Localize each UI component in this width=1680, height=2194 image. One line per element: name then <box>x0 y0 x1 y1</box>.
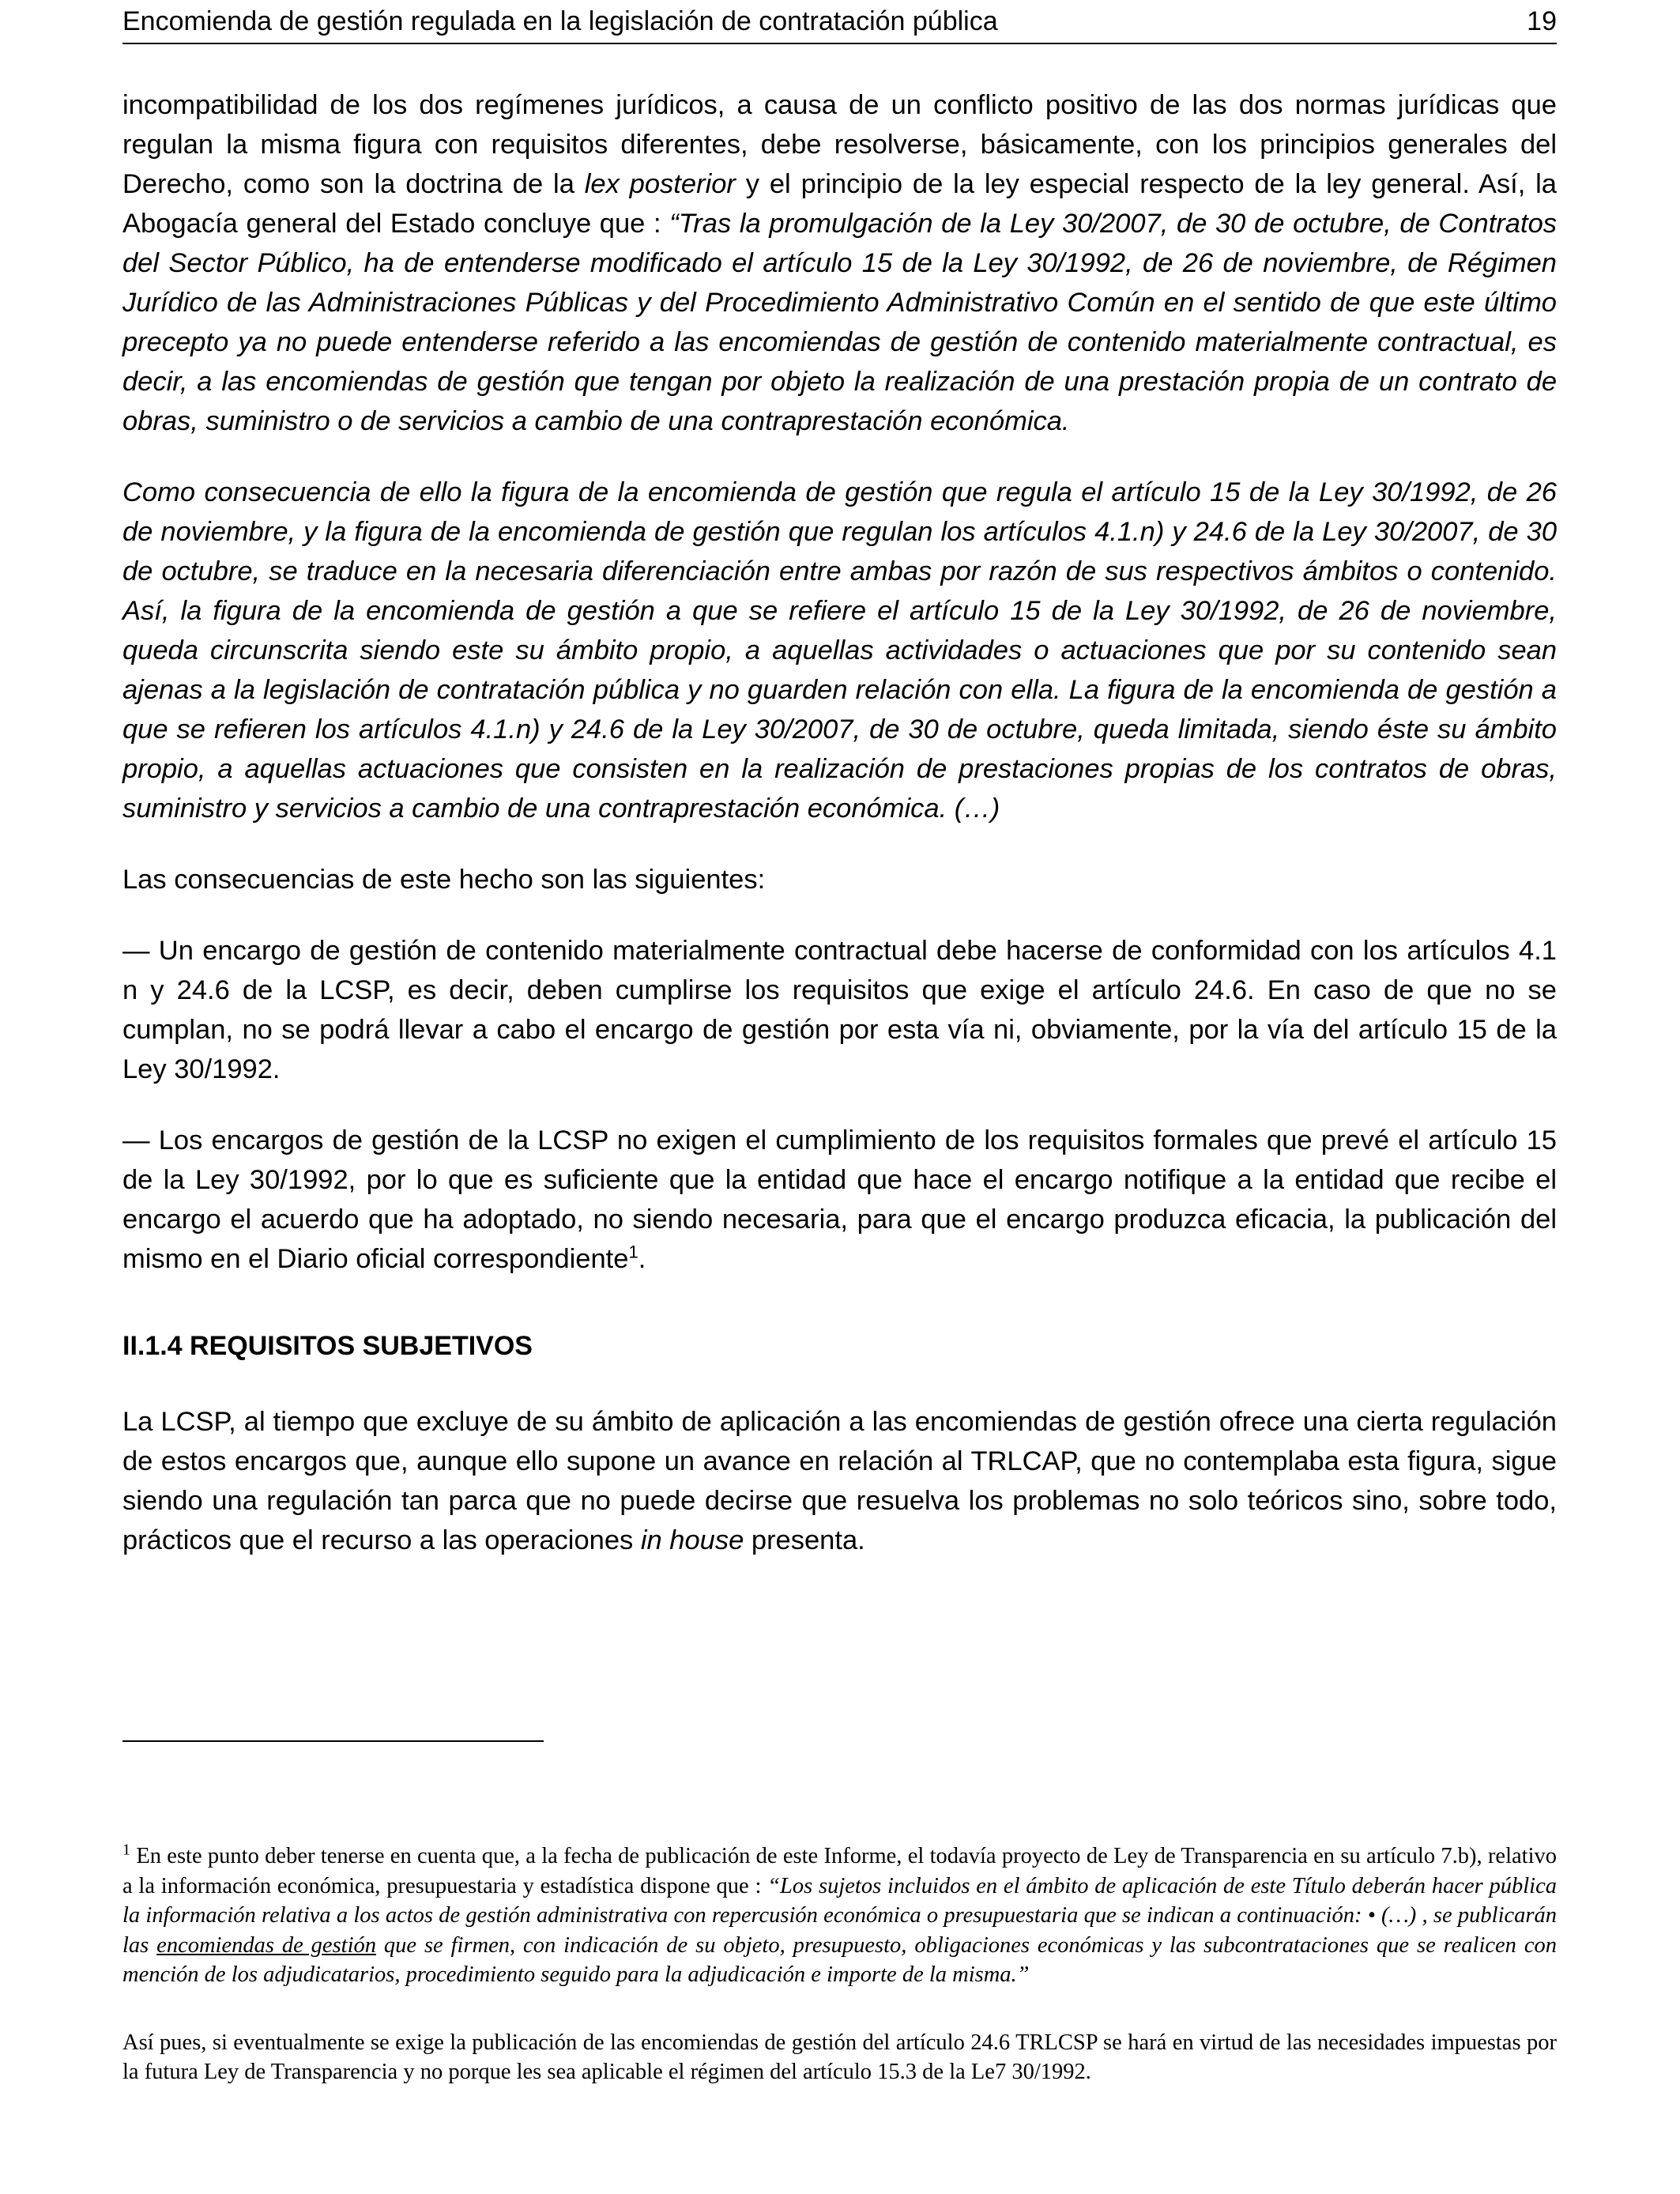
header-title: Encomienda de gestión regulada en la legislación de contratación pública <box>122 6 998 36</box>
footnote-1-continuation: Así pues, si eventualmente se exige la publicación de las encomiendas de gestión del artículo 24.6 TRLCSP se hará en virtud de las necesidades impuestas por la futura Ley de Transparencia y no porque les sea aplicable el régimen del artículo 15.3 de la Le7 30/1992. <box>122 2030 1557 2084</box>
main-text <box>122 85 1557 1592</box>
paragraph-6-text-a: La LCSP, al tiempo que excluye de su ámbito de aplicación a las encomiendas de gestión ofrece una cierta regulación de estos encargos que, aunque ello supone un avance en relación al TRLCAP, que no contemplaba esta figura, sigue siendo una regulación tan parca que no puede decirse que resuelva los problemas no solo teóricos sino, sobre todo, prácticos que el recurso a las operaciones <box>122 1407 1557 1555</box>
paragraph-5 <box>122 1121 1557 1279</box>
footnote-separator <box>122 1740 544 1742</box>
paragraph-1-lex-posterior: lex posterior <box>584 169 736 199</box>
page-number: 19 <box>1527 6 1557 36</box>
paragraph-3: Las consecuencias de este hecho son las siguientes: <box>122 865 766 895</box>
paragraph-2-text: Como consecuencia de ello la figura de la encomienda de gestión que regula el artículo 15 de la Ley 30/1992, de 26 de noviembre, y la figura de la encomienda de gestión que regulan los artículos 4.1.n) y 24.6 de la Ley 30/2007, de 30 de octubre, se traduce en la necesaria diferenciación entre ambas por razón de sus respectivos ámbitos o contenido. Así, la figura de la encomienda de gestión a que se refiere el artículo 15 de la Ley 30/1992, de 26 de noviembre, queda circunscrita siendo este su ámbito propio, a aquellas actividades o actuaciones que por su contenido sean ajenas a la legislación de contratación pública y no guarden relación con ella. La figura de la encomienda de gestión a que se refieren los artículos 4.1.n) y 24.6 de la Ley 30/2007, de 30 de octubre, queda limitada, siendo éste su ámbito propio, a aquellas actuaciones que consisten en la realización de prestaciones propias de los contratos de obras, suministro y servicios a cambio de una contraprestación económica. (…) <box>122 477 1557 824</box>
footnote-quote-d: que se firmen, con indicación de su objeto, presupuesto, obligaciones económicas y las subcontrataciones que se realicen con mención de los adjudicatarios, procedimiento seguido para la adjudicación e importe de la misma.” <box>122 1932 1557 1987</box>
paragraph-1-text-c: y el principio de la ley especial respecto de la ley general. Así, la Abogacía general del Estado concluye que : <box>122 169 1557 239</box>
footnote-number: 1 <box>122 1841 130 1859</box>
running-header <box>122 5 1557 44</box>
footnote-quote-b: “Los sujetos incluidos en el ámbito de aplicación de este Título deberán hacer pública la información relativa a los actos de gestión administrativa con repercusión económica o presupuestaria que se indican a continuación: • (…) , se publicarán las <box>122 1873 1558 1958</box>
paragraph-5-text: — Los encargos de gestión de la LCSP no exigen el cumplimiento de los requisitos formales que prevé el artículo 15 de la Ley 30/1992, por lo que es suficiente que la entidad que hace el encargo notifique a la entidad que recibe el encargo el acuerdo que ha adoptado, no siendo necesaria, para que el encargo produzca eficacia, la publicación del mismo en el Diario oficial correspondiente <box>122 1125 1557 1274</box>
footnote-1 <box>122 1842 1557 1990</box>
section-heading: II.1.4 REQUISITOS SUBJETIVOS <box>122 1331 533 1361</box>
paragraph-1 <box>122 85 1557 441</box>
paragraph-1-quote: “Tras la promulgación de la Ley 30/2007, de 30 de octubre, de Contratos del Sector Público, ha de entenderse modificado el artículo 15 de la Ley 30/1992, de 26 de noviembre, de Régimen Jurídico de las Administraciones Públicas y del Procedimiento Administrativo Común en el sentido de que este último precepto ya no puede entenderse referido a las encomiendas de gestión de contenido materialmente contractual, es decir, a las encomiendas de gestión que tengan por objeto la realización de una prestación propia de un contrato de obras, suministro o de servicios a cambio de una contraprestación económica. <box>122 209 1558 436</box>
paragraph-5-end: . <box>638 1244 646 1274</box>
paragraph-2-quote <box>122 473 1557 828</box>
paragraph-6 <box>122 1402 1557 1560</box>
footnote-underlined-term: encomiendas de gestión <box>156 1932 376 1958</box>
footnote-text-a: En este punto deber tenerse en cuenta que, a la fecha de publicación de este Informe, el todavía proyecto de Ley de Transparencia en su artículo 7.b), relativo a la información económica, presupuestaria y estadística dispone que : <box>122 1844 1557 1898</box>
paragraph-1-text-a: incompatibilidad de los dos regímenes jurídicos, a causa de un conflicto positivo de las dos normas jurídicas que regulan la misma figura con requisitos diferentes, debe resolverse, básicamente, con los principios generales del Derecho, como son la doctrina de la <box>122 90 1557 199</box>
footnote-reference[interactable]: 1 <box>628 1242 638 1262</box>
paragraph-4: — Un encargo de gestión de contenido materialmente contractual debe hacerse de conformidad con los artículos 4.1 n y 24.6 de la LCSP, es decir, deben cumplirse los requisitos que exige el artículo 24.6. En caso de que no se cumplan, no se podrá llevar a cabo el encargo de gestión por esta vía ni, obviamente, por la vía del artículo 15 de la Ley 30/1992. <box>122 936 1557 1084</box>
paragraph-6-text-c: presenta. <box>744 1525 865 1555</box>
footnotes <box>122 1842 1557 2087</box>
paragraph-6-in-house: in house <box>640 1525 744 1555</box>
